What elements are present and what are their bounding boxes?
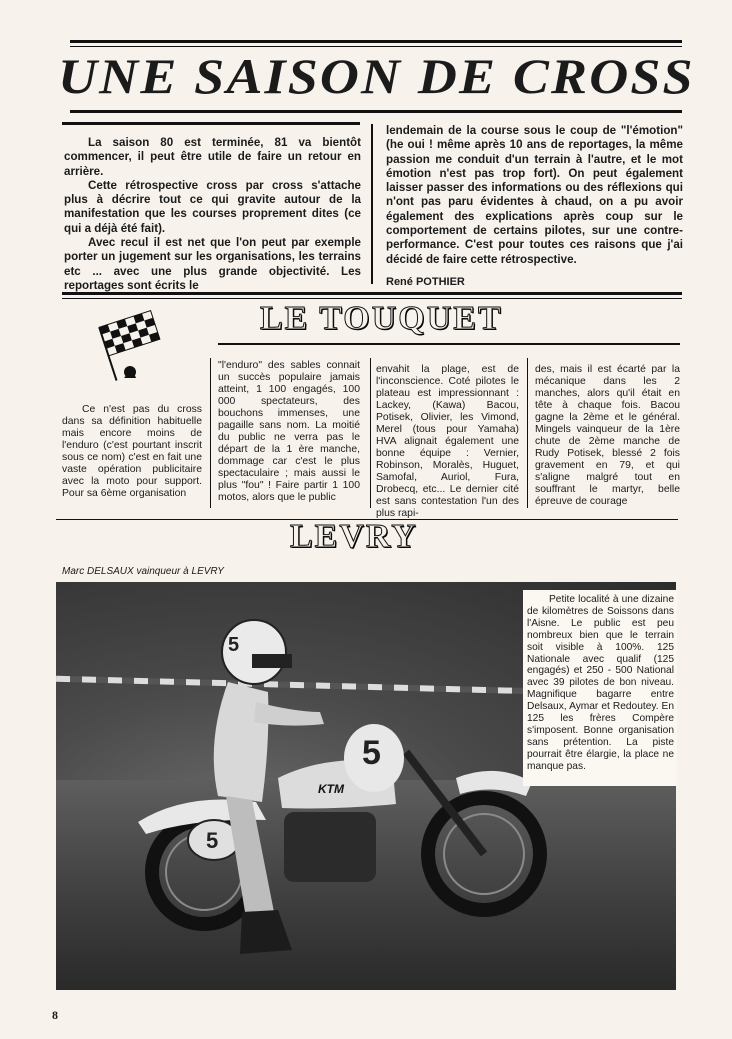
title-rule-bottom: [70, 110, 682, 113]
section-title-levry: LEVRY: [290, 518, 418, 555]
touquet-divider-1: [210, 358, 211, 508]
checkered-flag-icon: [92, 304, 172, 384]
author: René POTHIER: [386, 276, 465, 288]
intro-right-column: [386, 124, 683, 267]
touquet-column-4: [535, 364, 680, 508]
intro-paragraph-1: La saison 80 est terminée, 81 va bientôt commencer, il peut être utile de faire un retour en arrière.: [64, 136, 361, 178]
intro-paragraph-3: Avec recul il est net que l'on peut par exemple porter un jugement sur les organisations, les terrains etc ... avec une plus grande objectivité. Les reportages sont écrits le: [64, 236, 361, 292]
section-title-touquet: LE TOUQUET: [260, 300, 503, 337]
intro-paragraph-2: Cette rétrospective cross par cross s'attache plus à décrire tout ce qui gravite autour de la manifestation que les courses proprement dites (ce qui a déjà été fait).: [64, 178, 361, 235]
intro-divider: [371, 124, 373, 284]
touquet-column-1: [62, 404, 202, 500]
touquet-column-2: [218, 360, 360, 504]
page-title: UNE SAISON DE CROSS: [58, 48, 695, 104]
touquet-text-4: des, mais il est écarté par la mécanique dans les 2 manches, alors qu'il était en tête à chaque fois. Bacou gagne la 2ème et le général. Mingels vainqueur de la 1ère chute de 2ème manche de Rudy Potisek, blessé 2 fois gravement en 79, et qui s'aligne malgré tout en souffrant le martyr, belle épreuve de courage: [535, 364, 680, 507]
touquet-divider-3: [527, 358, 528, 508]
touquet-column-3: [376, 364, 519, 520]
touquet-text-2: "l'enduro" des sables connait un succès populaire jamais atteint, 1 100 engagés, 100 000 spectateurs, des bouchons immenses, une pagaille sans nom. La moitié du public ne verra pas le départ de la 1 ère manche, dommage car c'est le plus spectaculaire ; mais aussi le plus "fou" ! Faire partir 1 100 motos, alors que le public: [218, 360, 360, 503]
intro-left-rule: [62, 122, 360, 125]
helmet-number: 5: [228, 634, 240, 656]
page-number: 8: [52, 1008, 58, 1022]
touquet-divider-2: [370, 358, 371, 508]
touquet-rule: [218, 343, 680, 345]
photo-caption: Marc DELSAUX vainqueur à LEVRY: [62, 566, 224, 577]
front-number: 5: [362, 734, 381, 772]
levry-text: Petite localité à une dizaine de kilomètres de Soissons dans l'Aisne. Le public est peu nombreux bien que le terrain soit visible à 100%. 125 Nationale avec qualif (125 engagés) et 250 - 500 National avec 39 pilotes de bon niveau. Magnifique bagarre entre Delsaux, Aymar et Redoutey. En 125 les frères Compère s'imposent. Bonne organisation sans prétention. La piste pourrait être élargie, la place ne manque pas.: [527, 594, 674, 772]
title-rule-top: [70, 40, 682, 43]
levry-text-box: [523, 590, 677, 786]
intro-left-column: [64, 136, 361, 293]
intro-bottom-rule: [62, 292, 682, 295]
bike-brand: KTM: [318, 782, 344, 796]
touquet-text-3: envahit la plage, est de l'inconscience. Coté pilotes le plateau est impressionnant : Lackey, (Kawa) Bacou, Potisek, Olivier, les Vimond, Merel (tous pour Yamaha) HVA alignait également une bonne équipe : Vernier, Robinson, Moralès, Huguet, Samofal, Auriol, Fura, Drobecq, etc... Le dernier cité est sans contestation l'un des plus rapi-: [376, 364, 519, 519]
rear-number: 5: [206, 828, 219, 853]
touquet-text-1: Ce n'est pas du cross dans sa définition habituelle mais encore moins de l'enduro (c'est pourtant inscrit sous ce nom) c'est en fait une vaste opération publicitaire avec la moto pour support. Pour sa 6ème organisation: [62, 404, 202, 499]
intro-paragraph-4: lendemain de la course sous le coup de "l'émotion" (he oui ! même après 10 ans de reportages, la même passion me conduit d'un terrain à l'autre, et le mot émotion n'est pas trop fort). On peut également laisser passer des informations ou des réflexions qui n'ont pas paru évidentes à chaud, on a pu avoir également des explications après coup sur le comportement de certains pilotes, sur une contre-performance. C'est pour toutes ces raisons que j'ai décidé de faire cette rétrospective.: [386, 124, 683, 266]
intro-bottom-rule-thin: [62, 298, 682, 299]
